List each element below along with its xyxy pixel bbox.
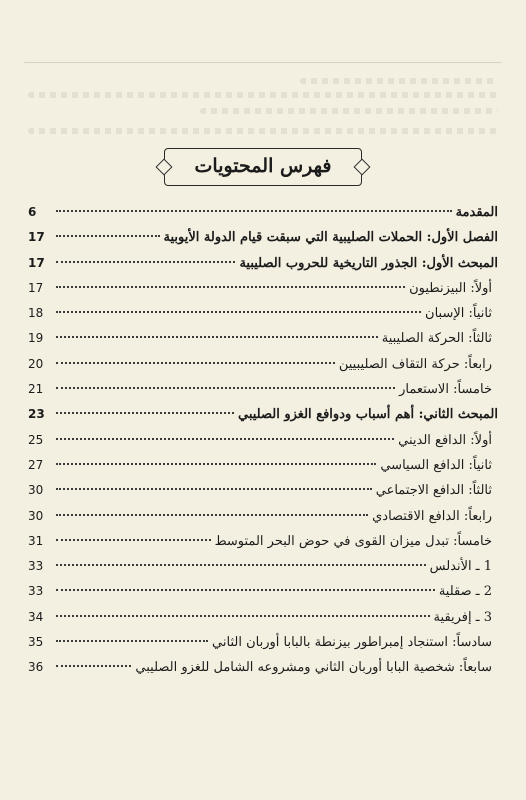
toc-entry-label: رابعاً: حركة التقاف الصليبيين [338,356,492,372]
toc-entry-page-number: 20 [28,356,44,371]
toc-entry-label: ثانياً: الدافع السياسي [380,457,492,473]
dot-leader [56,362,335,364]
bleed-through-text [28,92,498,98]
dot-leader [56,412,234,414]
toc-entry [28,402,498,427]
toc-entry-label: خامساً: الاستعمار [399,382,492,398]
toc-entry [28,655,498,680]
table-of-contents [28,200,498,681]
toc-entry-label: سادساً: استنجاد إمبراطور بيزنطة بالبابا أوربان الثاني [212,635,492,651]
toc-entry [28,630,498,655]
toc-entry [28,605,498,630]
dot-leader [56,488,372,490]
toc-entry-page-number: 30 [28,483,44,498]
toc-entry-label: أولاً: الدافع الديني [398,432,492,448]
toc-entry [28,377,498,402]
toc-entry-label: ثانياً: الإسبان [425,306,492,322]
toc-entry-page-number: 31 [28,533,44,548]
toc-entry-label: سابعاً: شخصية البابا أوربان الثاني ومشروعه الشامل للغزو الصليبي [135,660,492,676]
toc-entry [28,428,498,453]
toc-entry-page-number: 25 [28,432,44,447]
dot-leader [56,564,426,566]
title-wrap [0,148,526,186]
dot-leader [56,514,368,516]
toc-entry-label: ثالثاً: الدافع الاجتماعي [375,483,492,499]
dot-leader [56,665,131,667]
dot-leader [56,438,394,440]
toc-entry-page-number: 35 [28,635,44,650]
bleed-through-text [300,78,498,84]
toc-entry [28,251,498,276]
dot-leader [56,615,430,617]
toc-entry [28,529,498,554]
toc-entry-page-number: 6 [28,205,37,219]
toc-entry-page-number: 36 [28,660,44,675]
toc-entry [28,326,498,351]
dot-leader [56,589,435,591]
toc-entry-page-number: 33 [28,584,44,599]
toc-entry-label: 2 ـ صقلية [438,584,492,600]
toc-entry [28,453,498,478]
toc-entry-page-number: 21 [28,382,44,397]
toc-entry-label: رابعاً: الدافع الاقتصادي [372,508,492,524]
page-title: فهرس المحتويات [164,148,363,186]
dot-leader [56,210,452,212]
toc-entry [28,352,498,377]
toc-entry-label: 1 ـ الأندلس [429,559,492,575]
toc-entry [28,478,498,503]
toc-entry-page-number: 17 [28,280,44,295]
dot-leader [56,261,235,263]
toc-entry-label: ثالثاً: الحركة الصليبية [381,331,492,347]
toc-entry-label: أولاً: البيزنطيون [409,280,492,296]
header-rule [24,62,502,63]
toc-entry-label: 3 ـ إفريقية [433,609,492,625]
bleed-through-text [200,108,498,114]
dot-leader [56,336,378,338]
dot-leader [56,463,376,465]
dot-leader [56,286,405,288]
toc-entry [28,579,498,604]
toc-entry-label: خامساً: تبدل ميزان القوى في حوض البحر المتوسط [214,533,492,549]
toc-entry-page-number: 27 [28,457,44,472]
toc-entry [28,504,498,529]
toc-entry-page-number: 30 [28,508,44,523]
dot-leader [56,311,421,313]
dot-leader [56,387,395,389]
toc-entry-page-number: 19 [28,331,44,346]
toc-entry-page-number: 23 [28,407,45,422]
toc-entry-label: الفصل الأول: الحملات الصليبية التي سبقت قيام الدولة الأيوبية [163,230,498,246]
toc-entry [28,225,498,250]
toc-entry-label: المبحث الثاني: أهم أسباب ودوافع الغزو الصليبي [238,407,498,423]
toc-entry [28,200,498,225]
dot-leader [56,539,211,541]
toc-entry [28,554,498,579]
toc-entry-label: المبحث الأول: الجذور التاريخية للحروب الصليبية [239,255,498,271]
toc-entry-page-number: 34 [28,609,44,624]
toc-entry-page-number: 17 [28,230,45,245]
toc-entry [28,301,498,326]
bleed-through-text [28,128,498,134]
toc-entry [28,276,498,301]
toc-entry-page-number: 17 [28,255,45,270]
toc-entry-page-number: 18 [28,306,44,321]
dot-leader [56,235,160,237]
toc-entry-label: المقدمة [455,205,498,220]
toc-entry-page-number: 33 [28,559,44,574]
dot-leader [56,640,208,642]
